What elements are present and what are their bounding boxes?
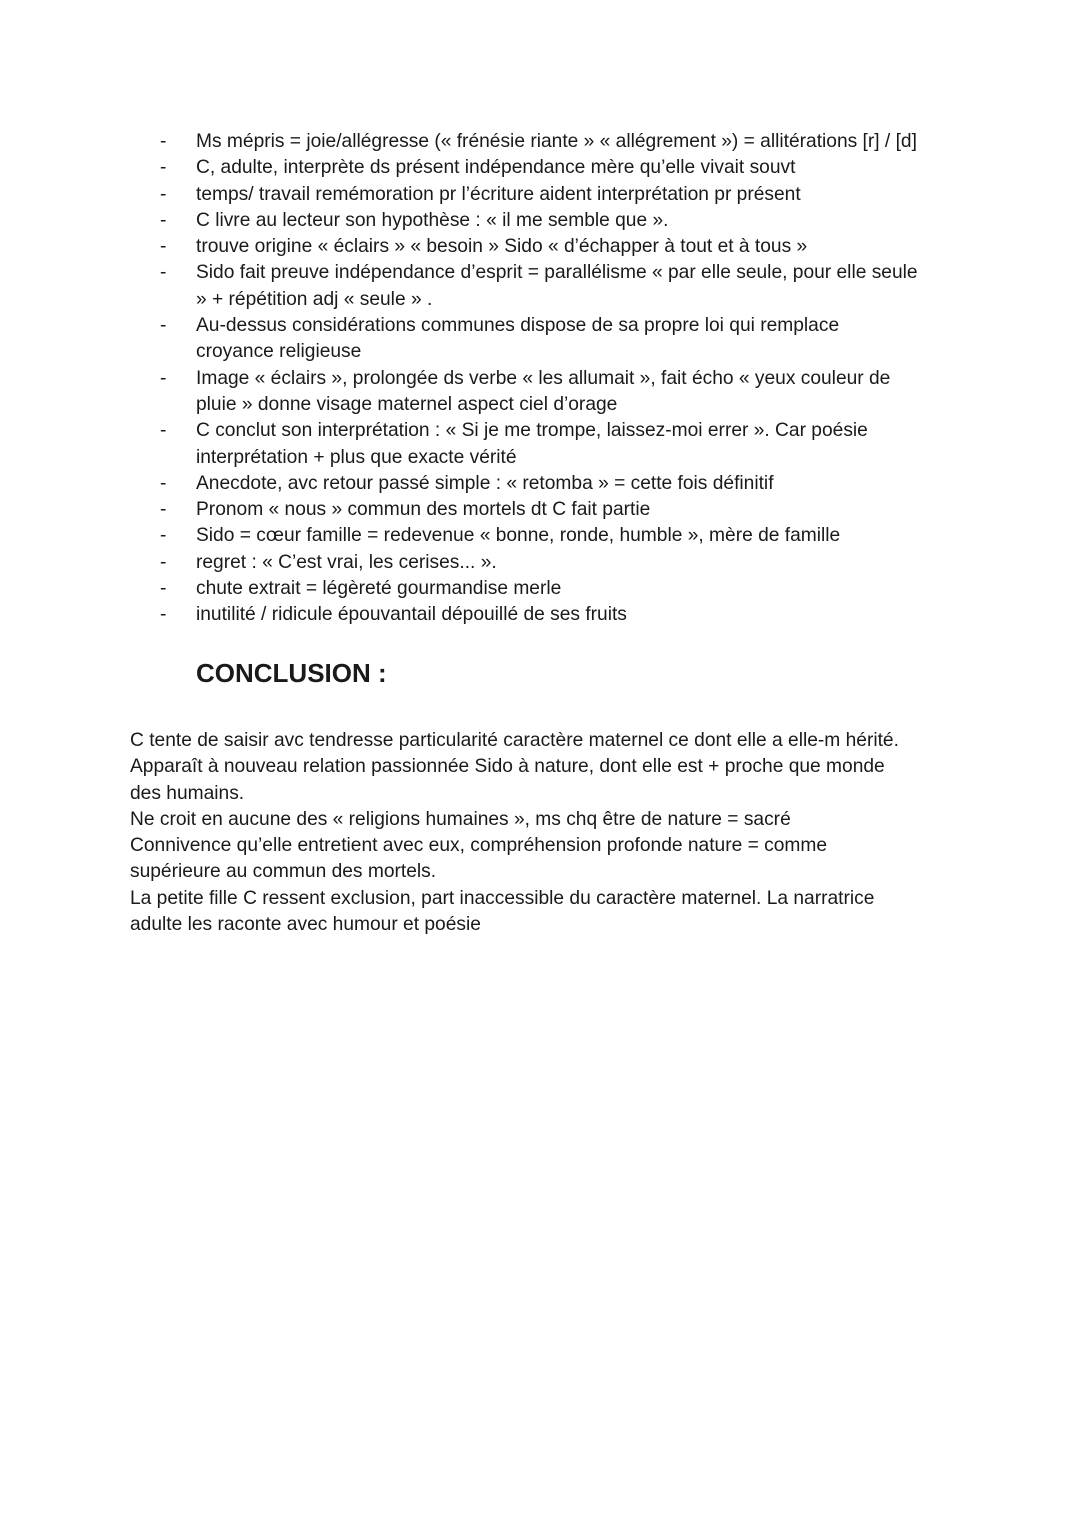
dash-marker: - — [160, 131, 167, 152]
bullet-item — [158, 418, 958, 471]
bullet-item — [158, 497, 958, 523]
bullet-text-line: Image « éclairs », prolongée ds verbe « les allumait », fait écho « yeux couleur de — [196, 367, 891, 389]
conclusion-heading: CONCLUSION : — [196, 658, 387, 688]
dash-marker: - — [160, 183, 167, 205]
conclusion-text-line: adulte les raconte avec humour et poésie — [130, 914, 481, 936]
conclusion-text-line: La petite fille C ressent exclusion, part inaccessible du caractère maternel. La narratrice — [130, 887, 875, 909]
bullet-text-line: Ms mépris = joie/allégresse (« frénésie riante » « allégrement ») = allitérations [r] / [d] — [196, 131, 917, 152]
bullet-text-line: regret : « C’est vrai, les cerises... ». — [196, 551, 497, 573]
bullet-text-line: Pronom « nous » commun des mortels dt C fait partie — [196, 499, 651, 521]
bullet-text-line: inutilité / ridicule épouvantail dépouillé de ses fruits — [196, 604, 627, 626]
bullet-text-line: croyance religieuse — [196, 341, 362, 363]
dash-marker: - — [160, 315, 167, 337]
conclusion-body — [130, 728, 970, 938]
bullet-text-line: C, adulte, interprète ds présent indépendance mère qu’elle vivait souvt — [196, 157, 796, 179]
bullet-text-line: » + répétition adj « seule » . — [196, 288, 433, 310]
dash-marker: - — [160, 367, 167, 389]
bullet-item — [158, 313, 958, 366]
dash-marker: - — [160, 604, 167, 626]
bullet-text-line: C livre au lecteur son hypothèse : « il me semble que ». — [196, 209, 669, 231]
bullet-text-line: temps/ travail remémoration pr l’écriture aident interprétation pr présent — [196, 183, 801, 205]
bullet-text-line: Au-dessus considérations communes dispose de sa propre loi qui remplace — [196, 315, 840, 337]
bullet-text-line: trouve origine « éclairs » « besoin » Sido « d’échapper à tout et à tous » — [196, 236, 808, 258]
dash-marker: - — [160, 420, 167, 442]
bullet-text-line: Sido = cœur famille = redevenue « bonne, ronde, humble », mère de famille — [196, 525, 841, 547]
bullet-item — [158, 471, 958, 497]
bullet-text-line: Anecdote, avc retour passé simple : « retomba » = cette fois définitif — [196, 472, 774, 494]
bullet-item — [158, 208, 958, 234]
dash-marker: - — [160, 551, 167, 573]
conclusion-text-line: Apparaît à nouveau relation passionnée Sido à nature, dont elle est + proche que monde — [130, 756, 885, 778]
bullet-item — [158, 182, 958, 208]
bullet-item — [158, 366, 958, 419]
bullet-item — [158, 602, 958, 628]
conclusion-text-line: Ne croit en aucune des « religions humaines », ms chq être de nature = sacré — [130, 808, 791, 830]
conclusion-text-line: C tente de saisir avc tendresse particularité caractère maternel ce dont elle a elle-m hérité. — [130, 730, 899, 751]
bullet-text-line: interprétation + plus que exacte vérité — [196, 446, 517, 468]
bullet-text-line: pluie » donne visage maternel aspect ciel d’orage — [196, 393, 618, 415]
dash-marker: - — [160, 236, 167, 258]
dash-marker: - — [160, 525, 167, 547]
bullet-item — [158, 155, 958, 181]
dash-marker: - — [160, 578, 167, 600]
dash-marker: - — [160, 499, 167, 521]
conclusion-text-line: des humains. — [130, 782, 245, 804]
bullet-text-line: chute extrait = légèreté gourmandise merle — [196, 578, 562, 600]
conclusion-text-line: supérieure au commun des mortels. — [130, 861, 437, 883]
bullet-item — [158, 234, 958, 260]
bullet-text-line: C conclut son interprétation : « Si je me trompe, laissez-moi errer ». Car poésie — [196, 420, 868, 442]
dash-marker: - — [160, 157, 167, 179]
conclusion-text-line: Connivence qu’elle entretient avec eux, compréhension profonde nature = comme — [130, 835, 828, 857]
dash-marker: - — [160, 209, 167, 231]
bullet-item — [158, 576, 958, 602]
dash-marker: - — [160, 262, 167, 284]
dash-marker: - — [160, 472, 167, 494]
bullet-item — [158, 550, 958, 576]
bullet-text-line: Sido fait preuve indépendance d’esprit = parallélisme « par elle seule, pour elle seule — [196, 262, 918, 284]
bullet-item — [158, 260, 958, 313]
bullet-item — [158, 523, 958, 549]
bullet-item — [158, 129, 958, 155]
analysis-bullet-list — [158, 129, 958, 629]
